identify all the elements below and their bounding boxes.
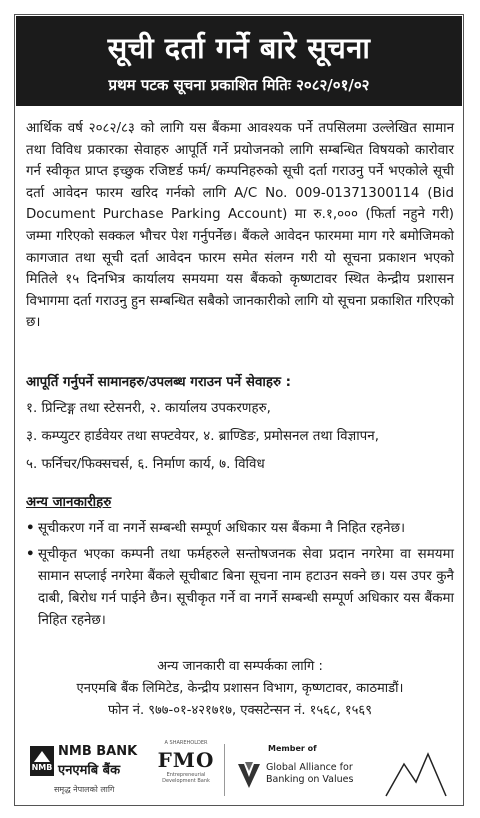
contact-address: एनएमबि बैंक लिमिटेड, केन्द्रीय प्रशासन विभाग, कृष्णटावर, काठमाडौं। (76, 681, 404, 696)
publish-date-line: प्रथम पटक सूचना प्रकाशित मितिः २०८२/०१/०२ (108, 76, 370, 94)
nmb-tagline: समृद्ध नेपालको लागि (54, 785, 115, 794)
bullet-text: सूचीकृत भएका कम्पनी तथा फर्महरुले सन्तोषजनक सेवा प्रदान नगरेमा वा समयमा सामान सप्लाई नगरेमा बैंकले सूचीबाट बिना सूचना नाम हटाउन सक्ने छ। यस उपर कुनै दाबी, बिरोध गर्न पाईने छैन। सूचीकृत गर्ने वा नगर्ने सम्बन्धी सम्पूर्ण अधिकार यस बैंकमा निहित रहनेछ। (38, 547, 454, 628)
notice-header (16, 16, 462, 106)
gabv-v-icon (236, 760, 262, 790)
gabv-line2: Banking on Values (266, 774, 354, 785)
supplies-line: १. प्रिन्टिङ्ग तथा स्टेसनरी, २. कार्यालय उपकरणहरु, (26, 401, 271, 416)
bullet-text: सूचीकरण गर्ने वा नगर्ने सम्बन्धी सम्पूर्ण अधिकार यस बैंकमा नै निहित रहनेछ। (38, 521, 406, 536)
fmo-top-text: A SHAREHOLDER (164, 740, 208, 746)
footer-logos (26, 738, 454, 802)
other-info-heading: अन्य जानकारीहरु (26, 495, 112, 510)
supplies-heading: आपूर्ति गर्नुपर्ने सामानहरु/उपलब्ध गराउन पर्ने सेवाहरु : (26, 375, 291, 390)
nmb-name-nepali: एनएमबि बैंक (58, 763, 121, 778)
gabv-member-label: Member of (268, 744, 317, 753)
list-item (26, 544, 454, 632)
footer-divider (224, 744, 225, 796)
notice-body (26, 118, 454, 334)
supplies-line: ५. फर्निचर/फिक्सचर्स, ६. निर्माण कार्य, ७. विविध (26, 457, 265, 472)
bullet-icon: • (26, 547, 35, 562)
gabv-name (266, 762, 353, 786)
nmb-logo-icon (30, 746, 54, 776)
bullet-icon: • (26, 521, 35, 536)
body-paragraph: आर्थिक वर्ष २०८२/८३ को लागि यस बैंकमा आवश्यक पर्ने तपसिलमा उल्लेखित सामान तथा विविध प्रकारका सेवाहरु आपूर्ति गर्ने प्रयोजनको लागि सम्बन्धित विषयको कारोवार गर्न स्वीकृत प्राप्त इच्छुक रजिष्टर्ड फर्म/ कम्पनिहरुको सूची दर्ता गराउनु पर्ने भएकोले सूची दर्ता आवेदन फारम खरिद गर्नको लागि A/C No. 009-01371300114 (Bid Document Purchase Parking Account) मा रु.१,००० (फिर्ता नहुने गरी) जम्मा गरिएको सक्कल भौचर पेश गर्नुपर्नेछ। बैंकले आवेदन फारममा माग गरे बमोजिमको कागजात तथा सूची दर्ता आवेदन फारम समेत संलग्न गरी यो सूचना प्रकाशन भएको मितिले १५ दिनभित्र कार्यालय समयमा यस बैंकको कृष्णटावर स्थित केन्द्रीय प्रशासन विभागमा दर्ता गराउनु हुन सम्बन्धित सबैको जानकारीको लागि यो सूचना प्रकाशित गरिएको छ। (26, 121, 454, 331)
nmb-name: NMB BANK (58, 744, 138, 759)
fmo-name: FMO (157, 748, 215, 772)
supplies-line: ३. कम्प्युटर हार्डवेयर तथा सफ्टवेयर, ४. ब्राण्डिङ, प्रमोसनल तथा विज्ञापन, (26, 429, 379, 444)
gabv-line1: Global Alliance for (266, 762, 353, 773)
contact-block (26, 656, 454, 722)
notice-title: सूची दर्ता गर्ने बारे सूचना (107, 31, 371, 65)
nmb-bank-logo (30, 744, 140, 800)
list-item (26, 518, 454, 540)
nmb-logo-text: NMB (31, 763, 53, 772)
contact-heading: अन्य जानकारी वा सम्पर्कका लागि : (157, 659, 323, 674)
fmo-subtext: Entrepreneurial Development Bank (162, 772, 210, 784)
other-info-section (26, 492, 454, 636)
supplies-section (26, 372, 454, 482)
contact-phone: फोन नं. ९७७-०१-४२१७१७, एक्सटेन्सन नं. १५६८, १५६९ (108, 703, 372, 718)
fmo-logo (156, 740, 216, 798)
gabv-logo (236, 744, 386, 800)
mountain-peaks-icon (384, 742, 448, 800)
